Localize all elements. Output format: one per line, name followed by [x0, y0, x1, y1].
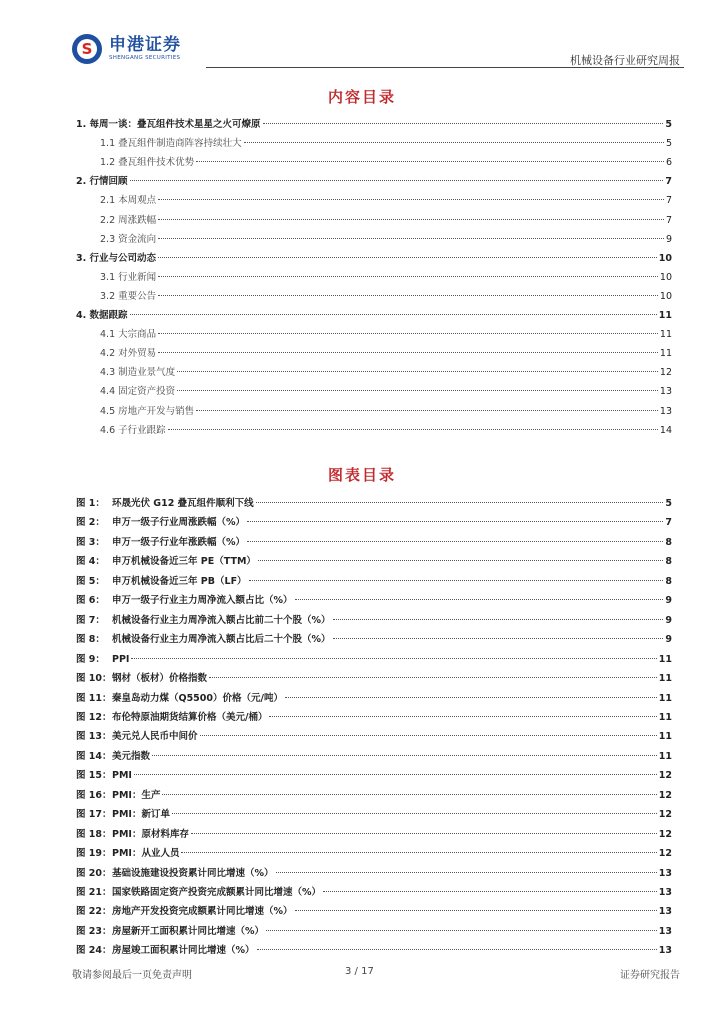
figure-leader-dots	[295, 599, 664, 600]
toc-entry-page: 14	[659, 424, 672, 436]
figure-entry[interactable]	[76, 844, 672, 864]
figure-entry-label: 钢材（板材）价格指数	[112, 673, 208, 685]
figure-leader-dots	[333, 619, 664, 620]
figure-entry-page: 12	[658, 770, 672, 782]
figure-entry-number: 图 11：	[76, 692, 112, 704]
toc-leader-dots	[244, 142, 664, 143]
figure-entry-page: 11	[658, 673, 672, 685]
figure-entry-label: PMI：新订单	[112, 809, 170, 821]
figure-entry-number: 图 23：	[76, 925, 112, 937]
figure-entry-number: 图 2：	[76, 517, 105, 529]
figure-leader-dots	[134, 774, 657, 775]
figure-entry-page: 13	[658, 925, 672, 937]
footer-report-type: 证券研究报告	[620, 970, 680, 981]
figure-entry-label: 申万一级子行业年涨跌幅（%）	[112, 536, 246, 548]
toc-entry-page: 11	[658, 310, 672, 321]
toc-entry[interactable]	[100, 363, 672, 382]
figure-entry-page: 12	[658, 828, 672, 840]
figure-entry-page: 9	[665, 634, 672, 646]
figure-entry-number: 图 12：	[76, 711, 112, 723]
figure-entry-page: 8	[665, 556, 672, 568]
figure-entry[interactable]	[76, 727, 672, 747]
report-title: 机械设备行业研究周报	[570, 54, 680, 67]
figure-entry-page: 8	[665, 575, 672, 587]
figure-leader-dots	[269, 716, 656, 717]
figure-entry-number: 图 6：	[76, 595, 105, 607]
figure-entry[interactable]	[76, 689, 672, 709]
toc-entry-page: 5	[665, 119, 672, 130]
toc-leader-dots	[158, 199, 664, 200]
figure-entry-page: 11	[658, 653, 672, 665]
figure-leader-dots	[295, 910, 657, 911]
toc-leader-dots	[158, 352, 658, 353]
figure-entry-number: 图 4：	[76, 556, 105, 568]
toc-entry[interactable]	[100, 287, 672, 306]
figure-leader-dots	[333, 638, 664, 639]
figure-entry-label: 房地产开发投资完成额累计同比增速（%）	[112, 906, 293, 918]
figure-entry-page: 13	[658, 906, 672, 918]
toc-entry[interactable]	[100, 230, 672, 249]
toc-entry-page: 13	[659, 405, 672, 417]
figure-leader-dots	[162, 794, 656, 795]
figure-entry[interactable]	[76, 630, 672, 650]
figure-entry-label: 美元指数	[112, 750, 151, 762]
toc-entry-label: 4.2 对外贸易	[100, 348, 157, 360]
logo-cn-text: 申港证券	[109, 35, 181, 55]
toc-entry-label: 4. 数据跟踪	[76, 310, 128, 321]
figure-entry[interactable]	[76, 591, 672, 611]
toc-leader-dots	[196, 161, 664, 162]
figure-entry-page: 9	[665, 595, 672, 607]
figure-entry-number: 图 14：	[76, 750, 112, 762]
figure-leader-dots	[276, 872, 657, 873]
logo-icon	[72, 34, 102, 64]
figure-entry[interactable]	[76, 611, 672, 631]
toc-entry-page: 10	[658, 252, 672, 264]
figure-entry-page: 13	[658, 945, 672, 957]
toc-entry-page: 12	[659, 367, 672, 379]
toc-entry-label: 2.3 资金流向	[100, 233, 157, 245]
toc-entry-label: 4.4 固定资产投资	[100, 386, 176, 398]
figure-entry-number: 图 21：	[76, 887, 112, 898]
toc-entry-label: 1.1 叠瓦组件制造商阵容持续壮大	[100, 138, 242, 150]
toc-entry-label: 4.5 房地产开发与销售	[100, 405, 195, 417]
toc-leader-dots	[158, 333, 658, 334]
toc-entry[interactable]	[100, 382, 672, 401]
company-logo	[72, 34, 181, 64]
figure-entry-page: 12	[658, 809, 672, 821]
figure-entry-page: 13	[658, 867, 672, 879]
figure-leader-dots	[152, 755, 657, 756]
figure-entry-number: 图 16：	[76, 789, 112, 801]
figure-entry-label: 申万机械设备近三年 PE（TTM）	[112, 556, 256, 568]
figure-entry-number: 图 13：	[76, 731, 112, 743]
toc-entry[interactable]	[76, 249, 672, 268]
toc-entry[interactable]	[100, 134, 672, 153]
figure-leader-dots	[266, 930, 657, 931]
figure-entry[interactable]	[76, 766, 672, 786]
toc-entry[interactable]	[76, 115, 672, 134]
toc-leader-dots	[158, 238, 664, 239]
toc-entry-page: 13	[659, 386, 672, 398]
toc-entry-page: 7	[665, 214, 672, 226]
figure-entry-page: 9	[665, 614, 672, 626]
toc-entry[interactable]	[100, 153, 672, 172]
figure-leader-dots	[258, 560, 663, 561]
figure-leader-dots	[249, 580, 664, 581]
figure-entry-page: 12	[658, 848, 672, 860]
toc-leader-dots	[168, 429, 658, 430]
figure-entry-number: 图 24：	[76, 945, 112, 957]
figure-leader-dots	[131, 658, 656, 659]
figure-leader-dots	[209, 677, 657, 678]
footer-page-number: 3 / 17	[345, 966, 374, 977]
figure-entry[interactable]	[76, 513, 672, 533]
toc-entry-page: 11	[659, 348, 672, 360]
toc-entry[interactable]	[76, 306, 672, 325]
figure-entry-label: PMI：从业人员	[112, 848, 180, 860]
figure-entry[interactable]	[76, 805, 672, 825]
figure-entry-number: 图 1：	[76, 498, 105, 509]
figure-entry[interactable]	[76, 922, 672, 942]
toc-entry[interactable]	[100, 325, 672, 344]
figure-entry[interactable]	[76, 708, 672, 728]
figure-entry-label: 机械设备行业主力周净流入额占比前二十个股（%）	[112, 614, 331, 626]
figure-entry-label: 机械设备行业主力周净流入额占比后二十个股（%）	[112, 634, 331, 646]
toc-entry-label: 4.1 大宗商品	[100, 329, 157, 341]
logo-en-text: SHENGANG SECURITIES	[109, 55, 181, 61]
figure-entry-page: 11	[658, 750, 672, 762]
toc-leader-dots	[130, 314, 657, 315]
toc-title: 内容目录	[327, 88, 396, 106]
figure-entry[interactable]	[76, 552, 672, 572]
toc-entry-page: 11	[659, 329, 672, 341]
figure-entry-label: 房屋新开工面积累计同比增速（%）	[112, 925, 265, 937]
figure-entry-label: 秦皇岛动力煤（Q5500）价格（元/吨）	[112, 692, 283, 704]
figure-entry-label: PMI：原材料库存	[112, 828, 189, 840]
toc-entry[interactable]	[100, 268, 672, 287]
figure-entry-label: PMI：生产	[112, 789, 161, 801]
figure-entry-label: 申万一级子行业周涨跌幅（%）	[112, 517, 246, 529]
figure-leader-dots	[181, 852, 656, 853]
figure-entry-page: 11	[658, 711, 672, 723]
figures-title: 图表目录	[327, 466, 396, 484]
figure-entry[interactable]	[76, 941, 672, 961]
toc-entry[interactable]	[100, 402, 672, 421]
figure-entry-number: 图 20：	[76, 867, 112, 879]
figure-entry-number: 图 10：	[76, 673, 112, 685]
toc-entry-label: 4.3 制造业景气度	[100, 367, 176, 379]
figure-entry[interactable]	[76, 747, 672, 767]
figure-entry-number: 图 17：	[76, 809, 112, 821]
figure-entry-label: 申万机械设备近三年 PB（LF）	[112, 575, 247, 587]
toc-leader-dots	[158, 295, 658, 296]
toc-entry-label: 2.2 周涨跌幅	[100, 214, 157, 226]
toc-leader-dots	[158, 219, 664, 220]
toc-leader-dots	[263, 123, 664, 124]
figure-entry-page: 5	[665, 498, 672, 509]
figure-entry[interactable]	[76, 533, 672, 553]
figure-entry[interactable]	[76, 825, 672, 845]
figure-entry-label: 基础设施建设投资累计同比增速（%）	[112, 867, 274, 879]
figure-leader-dots	[247, 541, 663, 542]
figure-entry-number: 图 22：	[76, 906, 112, 918]
toc-entry[interactable]	[100, 421, 672, 440]
figure-leader-dots	[285, 697, 657, 698]
figure-entry[interactable]	[76, 902, 672, 922]
toc-entry-label: 1. 每周一谈：叠瓦组件技术星星之火可燎原	[76, 119, 261, 130]
toc-leader-dots	[158, 276, 658, 277]
toc-entry-label: 3. 行业与公司动态	[76, 252, 157, 264]
figure-entry-label: 房屋竣工面积累计同比增速（%）	[112, 945, 255, 957]
figure-leader-dots	[172, 813, 657, 814]
figure-entry[interactable]	[76, 494, 672, 514]
figure-leader-dots	[191, 833, 657, 834]
figure-entry-label: 美元兑人民币中间价	[112, 731, 198, 743]
toc-leader-dots	[158, 257, 657, 258]
toc-entry[interactable]	[100, 211, 672, 230]
figure-leader-dots	[200, 735, 657, 736]
figure-entry-page: 8	[665, 536, 672, 548]
figure-entry[interactable]	[76, 650, 672, 670]
figure-entry-label: 申万一级子行业主力周净流入额占比（%）	[112, 595, 293, 607]
figure-entry-number: 图 19：	[76, 848, 112, 860]
toc-entry-page: 7	[665, 176, 672, 188]
toc-entry-page: 10	[659, 290, 672, 302]
figure-entry-label: PMI	[112, 770, 132, 782]
figure-entry-page: 13	[658, 887, 672, 898]
toc-leader-dots	[177, 371, 658, 372]
figure-entry-page: 11	[658, 731, 672, 743]
figure-entry-page: 12	[658, 789, 672, 801]
figure-entry-number: 图 9：	[76, 653, 105, 665]
figure-leader-dots	[256, 502, 664, 503]
toc-entry-page: 5	[665, 138, 672, 150]
figure-entry[interactable]	[76, 786, 672, 806]
toc-leader-dots	[196, 410, 658, 411]
figure-entry-number: 图 18：	[76, 828, 112, 840]
toc-leader-dots	[177, 390, 658, 391]
toc-entry-page: 9	[665, 233, 672, 245]
figure-entry-label: 环晟光伏 G12 叠瓦组件顺利下线	[112, 498, 254, 509]
figure-leader-dots	[257, 949, 657, 950]
toc-entry[interactable]	[100, 191, 672, 210]
toc-entry[interactable]	[76, 172, 672, 191]
toc-entry[interactable]	[100, 344, 672, 363]
footer-disclaimer: 敬请参阅最后一页免责声明	[72, 970, 192, 981]
figure-entry-label: PPI	[112, 653, 130, 665]
toc-entry-label: 3.1 行业新闻	[100, 271, 157, 283]
toc-entry-label: 1.2 叠瓦组件技术优势	[100, 157, 195, 169]
toc-leader-dots	[130, 180, 664, 181]
figure-entry-label: 布伦特原油期货结算价格（美元/桶）	[112, 711, 268, 723]
toc-entry-label: 2.1 本周观点	[100, 195, 157, 207]
toc-entry-page: 6	[665, 157, 672, 169]
toc-entry-page: 7	[665, 195, 672, 207]
logo-mark-letter: S	[77, 39, 97, 59]
figure-entry-number: 图 7：	[76, 614, 105, 626]
figure-entry-number: 图 15：	[76, 770, 112, 782]
header-divider	[206, 67, 684, 68]
figure-entry-number: 图 8：	[76, 634, 105, 646]
figure-entry[interactable]	[76, 669, 672, 689]
figure-leader-dots	[323, 891, 657, 892]
figure-leader-dots	[247, 521, 663, 522]
figure-entry-page: 11	[658, 692, 672, 704]
figure-entry-number: 图 3：	[76, 536, 105, 548]
toc-entry-label: 3.2 重要公告	[100, 290, 157, 302]
figure-entry[interactable]	[76, 864, 672, 884]
figure-entry[interactable]	[76, 883, 672, 903]
figure-entry-page: 7	[665, 517, 672, 529]
figure-entry-number: 图 5：	[76, 575, 105, 587]
toc-entry-page: 10	[659, 271, 672, 283]
toc-entry-label: 4.6 子行业跟踪	[100, 424, 166, 436]
figure-entry[interactable]	[76, 572, 672, 592]
toc-entry-label: 2. 行情回顾	[76, 176, 128, 188]
figure-entry-label: 国家铁路固定资产投资完成额累计同比增速（%）	[112, 887, 322, 898]
